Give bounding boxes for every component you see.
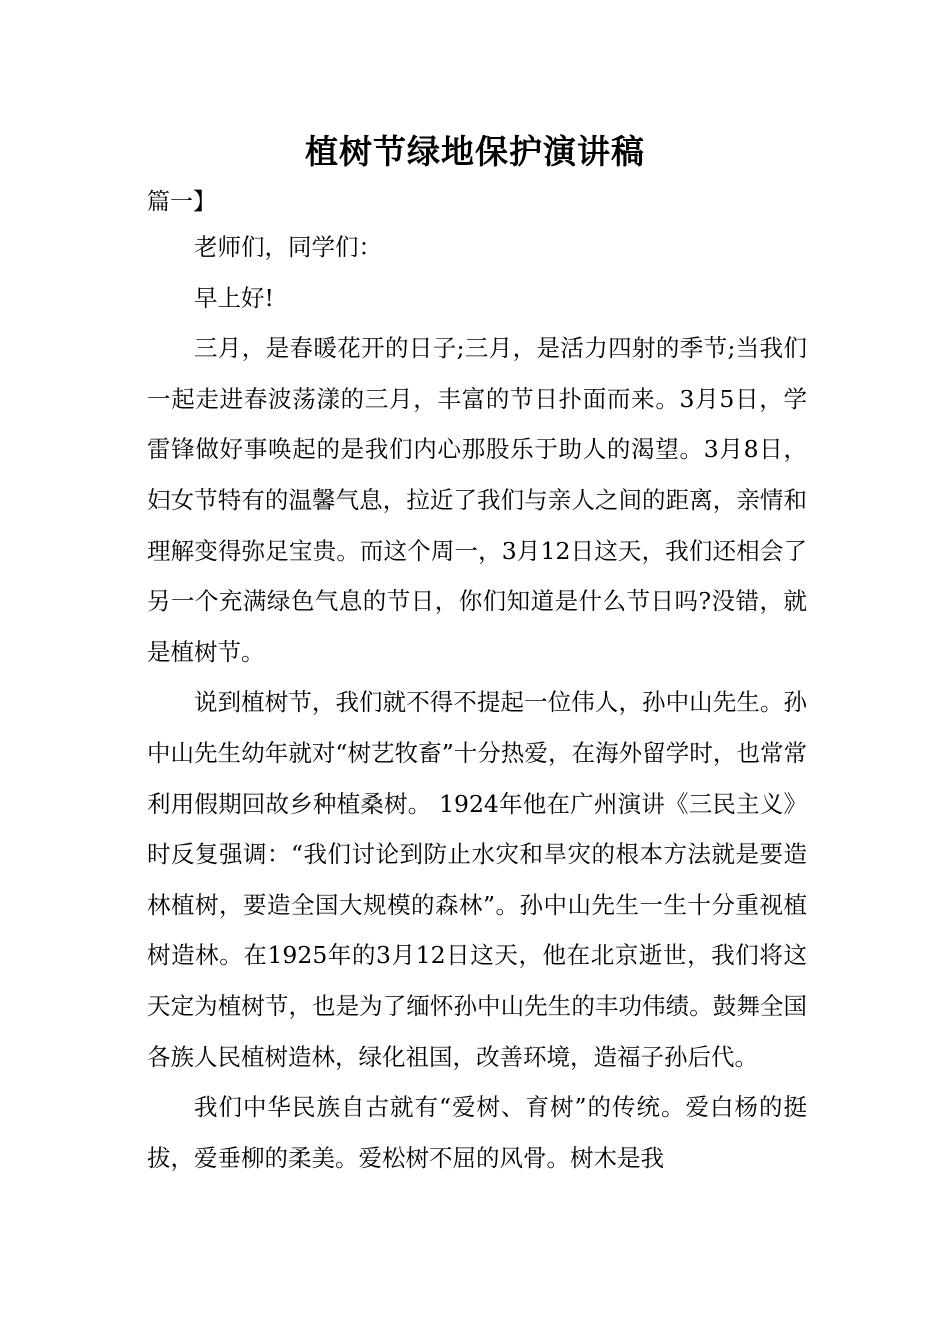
section-label: 篇一】 <box>147 189 216 215</box>
paragraph-morning: 早上好! <box>194 283 274 312</box>
document-title: 植树节绿地保护演讲稿 <box>305 132 645 171</box>
paragraph-march-holidays: 三月，是春暖花开的日子;三月，是活力四射的季节;当我们一起走进春波荡漾的三月，丰富的节日扑面而来。3月5日，学雷锋做好事唤起的是我们内心那股乐于助人的渴望。3月8日，妇女节特有的温馨气息，拉近了我们与亲人之间的距离，亲情和理解变得弥足宝贵。而这个周一，3月12日这天，我们还相会了另一个充满绿色气息的节日，你们知道是什么节日吗?没错，就是植树节。 <box>147 334 807 666</box>
paragraph-sun-yat-sen: 说到植树节，我们就不得不提起一位伟人，孙中山先生。孙中山先生幼年就对“树艺牧畜”十分热爱，在海外留学时，也常常利用假期回故乡种植桑树。 1924年他在广州演讲《三民主义》时反复强调：“我们讨论到防止水灾和旱灾的根本方法就是要造林植树，要造全国大规模的森林”。孙中山先生一生十分重视植树造林。在1925年的3月12日这天，他在北京逝世，我们将这天定为植树节，也是为了缅怀孙中山先生的丰功伟绩。鼓舞全国各族人民植树造林，绿化祖国，改善环境，造福子孙后代。 <box>147 688 807 1071</box>
document-body <box>147 222 807 1183</box>
paragraph-greeting: 老师们，同学们： <box>194 233 382 261</box>
paragraph-tradition: 我们中华民族自古就有“爱树、育树”的传统。爱白杨的挺拔，爱垂柳的柔美。爱松树不屈的风骨。树木是我 <box>147 1093 807 1172</box>
